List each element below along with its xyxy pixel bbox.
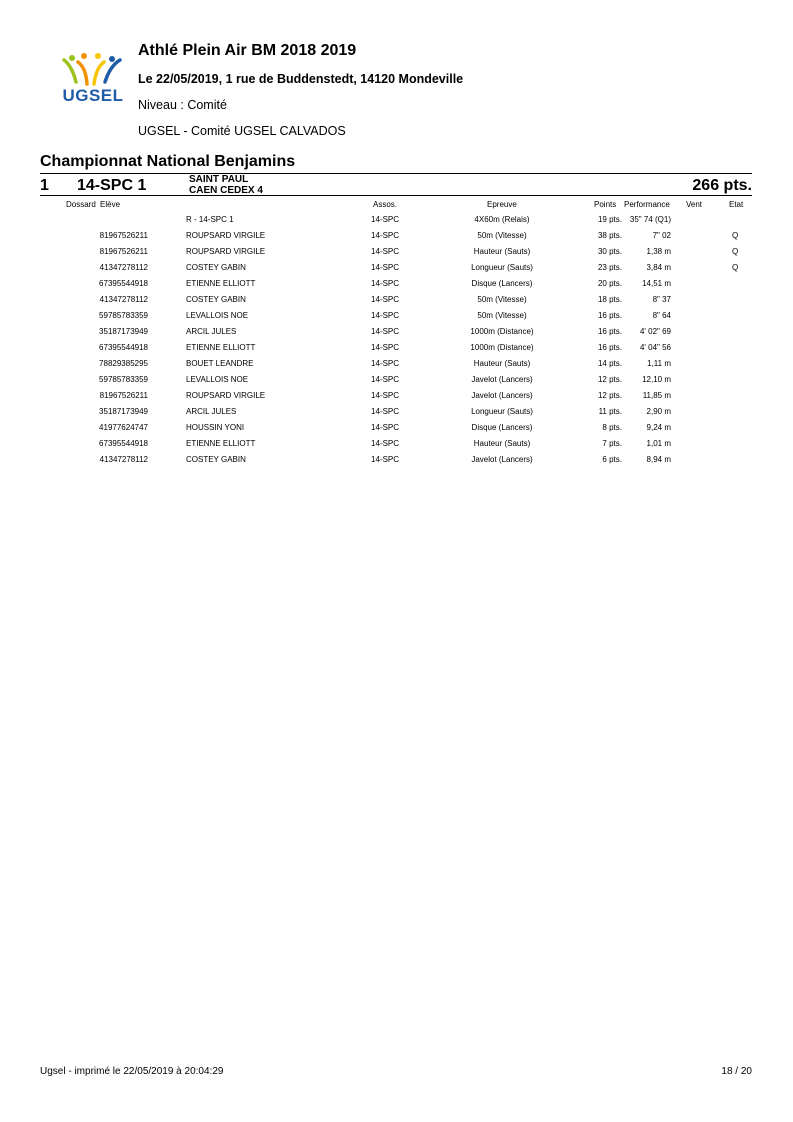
- cell-dossard: 81967526211: [99, 231, 148, 240]
- cell-performance: 9,24 m: [646, 423, 671, 432]
- event-date-location: Le 22/05/2019, 1 rue de Buddenstedt, 14120 Mondeville: [138, 72, 464, 86]
- divider-top: [40, 173, 752, 174]
- cell-points: 6 pts.: [602, 455, 622, 464]
- cell-eleve: ETIENNE ELLIOTT: [186, 439, 256, 448]
- table-row: [0, 436, 793, 452]
- divider-team: [40, 195, 752, 196]
- cell-epreuve: Javelot (Lancers): [471, 391, 533, 400]
- cell-etat: Q: [732, 231, 739, 240]
- cell-performance: 4' 04" 56: [639, 343, 671, 352]
- cell-performance: 14,51 m: [642, 279, 671, 288]
- col-header-performance: Performance: [624, 200, 670, 209]
- cell-epreuve: 50m (Vitesse): [477, 295, 527, 304]
- cell-eleve: ROUPSARD VIRGILE: [186, 247, 266, 256]
- cell-dossard: 81967526211: [99, 247, 148, 256]
- cell-eleve: LEVALLOIS NOE: [186, 311, 249, 320]
- cell-eleve: ETIENNE ELLIOTT: [186, 279, 256, 288]
- cell-dossard: 59785783359: [99, 375, 148, 384]
- results-table: [0, 212, 793, 468]
- table-row: [0, 324, 793, 340]
- cell-eleve: COSTEY GABIN: [186, 455, 246, 464]
- table-row: [0, 244, 793, 260]
- cell-dossard: 78829385295: [99, 359, 148, 368]
- cell-dossard: 59785783359: [99, 311, 148, 320]
- cell-dossard: 41977624747: [99, 423, 148, 432]
- cell-epreuve: Hauteur (Sauts): [473, 247, 531, 256]
- athletes-figures-icon: [60, 52, 126, 88]
- cell-epreuve: 4X60m (Relais): [474, 215, 530, 224]
- cell-assos: 14-SPC: [371, 311, 400, 320]
- cell-etat: Q: [732, 263, 739, 272]
- cell-points: 8 pts.: [602, 423, 622, 432]
- cell-performance: 7" 02: [652, 231, 671, 240]
- cell-performance: 8" 37: [652, 295, 671, 304]
- cell-points: 7 pts.: [602, 439, 622, 448]
- cell-dossard: 41347278112: [99, 455, 148, 464]
- cell-performance: 1,01 m: [646, 439, 671, 448]
- cell-epreuve: Javelot (Lancers): [471, 375, 533, 384]
- cell-points: 16 pts.: [597, 327, 622, 336]
- table-row: [0, 276, 793, 292]
- cell-performance: 3,84 m: [646, 263, 671, 272]
- cell-points: 18 pts.: [597, 295, 622, 304]
- team-name: [189, 174, 263, 196]
- cell-assos: 14-SPC: [371, 295, 400, 304]
- cell-assos: 14-SPC: [371, 391, 400, 400]
- team-code: 14-SPC 1: [77, 177, 147, 194]
- cell-epreuve: Disque (Lancers): [471, 279, 533, 288]
- team-rank: 1: [40, 177, 49, 194]
- cell-eleve: ROUPSARD VIRGILE: [186, 391, 266, 400]
- cell-assos: 14-SPC: [371, 375, 400, 384]
- cell-points: 23 pts.: [597, 263, 622, 272]
- cell-eleve: ETIENNE ELLIOTT: [186, 343, 256, 352]
- cell-dossard: 67395544918: [99, 343, 148, 352]
- cell-epreuve: 50m (Vitesse): [477, 311, 527, 320]
- cell-assos: 14-SPC: [371, 327, 400, 336]
- footer-page-number: 18 / 20: [721, 1066, 752, 1077]
- cell-assos: 14-SPC: [371, 359, 400, 368]
- cell-epreuve: Hauteur (Sauts): [473, 359, 531, 368]
- cell-performance: 11,85 m: [642, 391, 671, 400]
- event-level: Niveau : Comité: [138, 98, 227, 112]
- cell-eleve: R - 14-SPC 1: [186, 215, 234, 224]
- cell-points: 12 pts.: [597, 391, 622, 400]
- cell-points: 20 pts.: [597, 279, 622, 288]
- col-header-points: Points: [594, 200, 617, 209]
- championship-title: Championnat National Benjamins: [40, 153, 296, 170]
- col-header-eleve: Elève: [100, 200, 121, 209]
- table-row: [0, 212, 793, 228]
- cell-assos: 14-SPC: [371, 455, 400, 464]
- cell-points: 16 pts.: [597, 343, 622, 352]
- table-row: [0, 228, 793, 244]
- col-header-vent: Vent: [686, 200, 703, 209]
- cell-dossard: 67395544918: [99, 439, 148, 448]
- cell-performance: 1,38 m: [646, 247, 671, 256]
- cell-performance: 12,10 m: [642, 375, 671, 384]
- cell-eleve: ARCIL JULES: [186, 407, 237, 416]
- table-row: [0, 260, 793, 276]
- table-row: [0, 388, 793, 404]
- team-points: 266 pts.: [692, 177, 752, 194]
- cell-assos: 14-SPC: [371, 439, 400, 448]
- cell-assos: 14-SPC: [371, 247, 400, 256]
- footer-printed: Ugsel - imprimé le 22/05/2019 à 20:04:29: [40, 1066, 224, 1077]
- cell-eleve: BOUET LEANDRE: [186, 359, 254, 368]
- table-row: [0, 372, 793, 388]
- cell-epreuve: Disque (Lancers): [471, 423, 533, 432]
- cell-points: 16 pts.: [597, 311, 622, 320]
- cell-eleve: ROUPSARD VIRGILE: [186, 231, 266, 240]
- cell-epreuve: Longueur (Sauts): [471, 263, 533, 272]
- cell-assos: 14-SPC: [371, 215, 400, 224]
- cell-performance: 1,11 m: [647, 359, 671, 368]
- table-row: [0, 420, 793, 436]
- cell-assos: 14-SPC: [371, 279, 400, 288]
- table-row: [0, 356, 793, 372]
- table-row: [0, 308, 793, 324]
- cell-etat: Q: [732, 247, 739, 256]
- cell-epreuve: Hauteur (Sauts): [473, 439, 531, 448]
- cell-dossard: 41347278112: [99, 295, 148, 304]
- cell-points: 14 pts.: [597, 359, 622, 368]
- cell-eleve: LEVALLOIS NOE: [186, 375, 249, 384]
- col-header-etat: Etat: [729, 200, 744, 209]
- cell-epreuve: 50m (Vitesse): [477, 231, 527, 240]
- cell-points: 12 pts.: [597, 375, 622, 384]
- cell-dossard: 41347278112: [99, 263, 148, 272]
- cell-performance: 35" 74 (Q1): [629, 215, 671, 224]
- cell-assos: 14-SPC: [371, 423, 400, 432]
- cell-eleve: HOUSSIN YONI: [186, 423, 245, 432]
- table-row: [0, 340, 793, 356]
- cell-points: 11 pts.: [598, 407, 622, 416]
- table-row: [0, 452, 793, 468]
- cell-dossard: 67395544918: [99, 279, 148, 288]
- col-header-epreuve: Epreuve: [487, 200, 517, 209]
- cell-dossard: 81967526211: [99, 391, 148, 400]
- cell-assos: 14-SPC: [371, 263, 400, 272]
- cell-performance: 8" 64: [652, 311, 671, 320]
- cell-epreuve: 1000m (Distance): [470, 327, 534, 336]
- cell-performance: 4' 02" 69: [639, 327, 671, 336]
- cell-epreuve: Javelot (Lancers): [471, 455, 533, 464]
- cell-performance: 2,90 m: [646, 407, 671, 416]
- col-header-assos: Assos.: [373, 200, 398, 209]
- event-organizer: UGSEL - Comité UGSEL CALVADOS: [138, 124, 346, 138]
- team-name-line1: SAINT PAUL: [189, 174, 249, 185]
- col-header-dossard: Dossard: [66, 200, 96, 209]
- page-title: Athlé Plein Air BM 2018 2019: [138, 42, 357, 59]
- cell-eleve: COSTEY GABIN: [186, 263, 246, 272]
- table-row: [0, 404, 793, 420]
- cell-dossard: 35187173949: [99, 407, 148, 416]
- cell-assos: 14-SPC: [371, 407, 400, 416]
- cell-points: 30 pts.: [597, 247, 622, 256]
- cell-points: 38 pts.: [597, 231, 622, 240]
- cell-epreuve: 1000m (Distance): [470, 343, 534, 352]
- team-name-line2: CAEN CEDEX 4: [189, 185, 263, 196]
- cell-epreuve: Longueur (Sauts): [471, 407, 533, 416]
- cell-assos: 14-SPC: [371, 231, 400, 240]
- logo-text: UGSEL: [62, 86, 124, 105]
- cell-assos: 14-SPC: [371, 343, 400, 352]
- cell-performance: 8,94 m: [646, 455, 671, 464]
- table-row: [0, 292, 793, 308]
- cell-points: 19 pts.: [597, 215, 622, 224]
- cell-eleve: COSTEY GABIN: [186, 295, 246, 304]
- cell-eleve: ARCIL JULES: [186, 327, 237, 336]
- ugsel-logo: [60, 52, 126, 106]
- cell-dossard: 35187173949: [99, 327, 148, 336]
